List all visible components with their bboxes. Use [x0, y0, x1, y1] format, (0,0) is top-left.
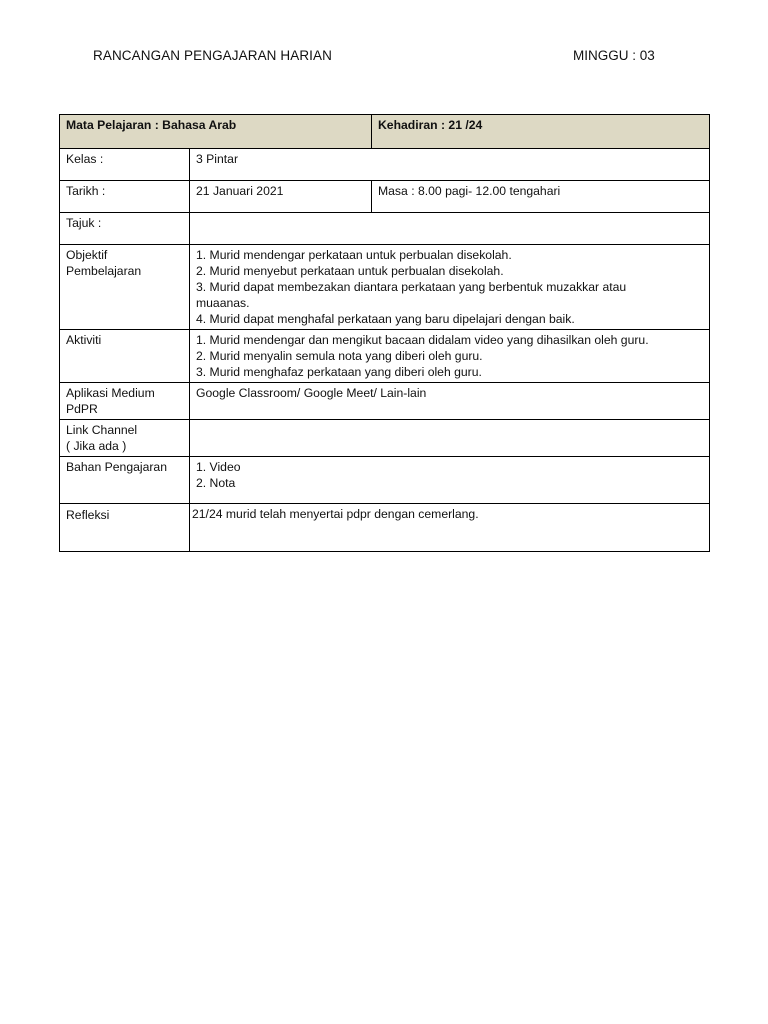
material-item: 2. Nota: [196, 476, 236, 490]
table-row-objectives: [60, 245, 710, 330]
table-row-medium: [60, 383, 710, 420]
material-item: 1. Video: [196, 460, 241, 474]
activity-item: 3. Murid menghafaz perkataan yang diberi oleh guru.: [196, 365, 482, 379]
reflection-value: 21/24 murid telah menyertai pdpr dengan cemerlang.: [190, 504, 710, 552]
activities-cell: [190, 330, 710, 383]
objective-item: 4. Murid dapat menghafal perkataan yang baru dipelajari dengan baik.: [196, 312, 575, 326]
reflection-label: Refleksi: [60, 504, 190, 552]
date-value: 21 Januari 2021: [190, 181, 372, 213]
activity-item: 1. Murid mendengar dan mengikut bacaan didalam video yang dihasilkan oleh guru.: [196, 333, 649, 347]
lesson-plan-table: [59, 114, 710, 552]
table-row-date: [60, 181, 710, 213]
materials-cell: [190, 457, 710, 504]
objectives-cell: [190, 245, 710, 330]
objective-item: 1. Murid mendengar perkataan untuk perbualan disekolah.: [196, 248, 512, 262]
table-row-materials: [60, 457, 710, 504]
table-row-activities: [60, 330, 710, 383]
objective-item: 2. Murid menyebut perkataan untuk perbualan disekolah.: [196, 264, 504, 278]
medium-label: [60, 383, 190, 420]
table-row-subject: [60, 115, 710, 149]
activity-item: 2. Murid menyalin semula nota yang diberi oleh guru.: [196, 349, 483, 363]
objective-label: [60, 245, 190, 330]
page-title: RANCANGAN PENGAJARAN HARIAN: [93, 48, 332, 63]
topic-label: Tajuk :: [60, 213, 190, 245]
time-value: Masa : 8.00 pagi- 12.00 tengahari: [372, 181, 710, 213]
subject-cell: Mata Pelajaran : Bahasa Arab: [60, 115, 372, 149]
medium-label-text: Aplikasi Medium PdPR: [66, 386, 155, 416]
week-label: MINGGU : 03: [573, 48, 655, 63]
class-label: Kelas :: [60, 149, 190, 181]
channel-label-line: ( Jika ada ): [66, 439, 127, 453]
attendance-cell: Kehadiran : 21 /24: [372, 115, 710, 149]
date-label: Tarikh :: [60, 181, 190, 213]
channel-label-line: Link Channel: [66, 423, 138, 437]
medium-value: Google Classroom/ Google Meet/ Lain-lain: [190, 383, 710, 420]
materials-label: Bahan Pengajaran: [60, 457, 190, 504]
objective-item: 3. Murid dapat membezakan diantara perkataan yang berbentuk muzakkar atau muaanas.: [196, 280, 627, 310]
channel-value: [190, 420, 710, 457]
activity-label: Aktiviti: [60, 330, 190, 383]
class-value: 3 Pintar: [190, 149, 710, 181]
table-row-class: [60, 149, 710, 181]
topic-value: [190, 213, 710, 245]
objective-label-text: Objektif Pembelajaran: [66, 248, 142, 278]
table-row-channel: [60, 420, 710, 457]
table-row-topic: [60, 213, 710, 245]
channel-label: [60, 420, 190, 457]
table-row-reflection: [60, 504, 710, 552]
